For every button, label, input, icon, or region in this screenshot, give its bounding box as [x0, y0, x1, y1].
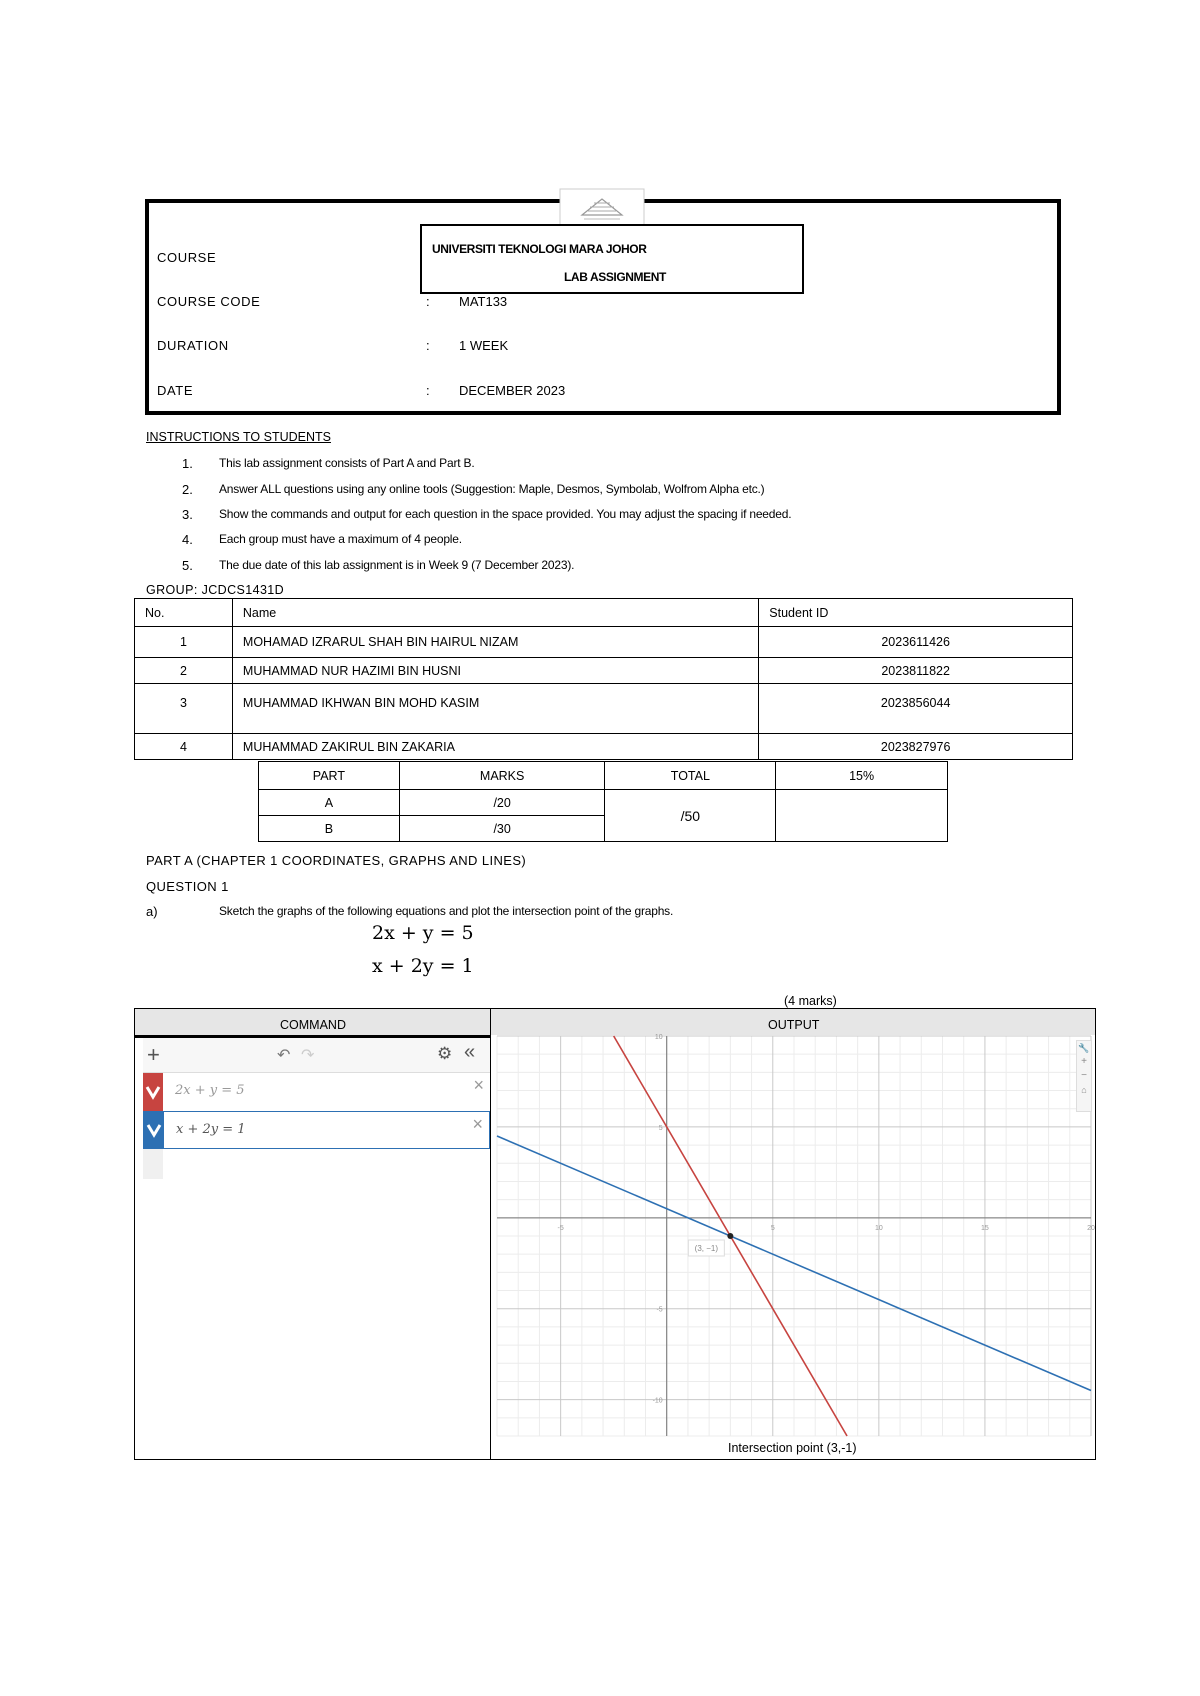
member-id: 2023611426	[759, 627, 1073, 658]
marks-header-total: TOTAL	[605, 762, 776, 790]
group-members-table	[134, 598, 1073, 760]
undo-icon[interactable]: ↶	[277, 1047, 291, 1064]
y-tick-label: 5	[658, 1124, 663, 1132]
graph-axes	[497, 1034, 1095, 1436]
y-tick-label: 10	[654, 1034, 663, 1041]
x-tick-label: 20	[1087, 1224, 1095, 1232]
instruction-text: Each group must have a maximum of 4 people.	[219, 532, 462, 546]
minor-grid	[497, 1036, 1091, 1436]
marks-header-part: PART	[259, 762, 400, 790]
collapse-panel-icon[interactable]: «	[464, 1041, 476, 1063]
part-b-marks: /30	[399, 816, 605, 842]
date-value: DECEMBER 2023	[459, 383, 566, 398]
percent-cell	[776, 790, 948, 842]
duration-sep: :	[426, 338, 430, 353]
header-student-id: Student ID	[759, 599, 1073, 627]
graph-output[interactable]	[497, 1034, 1095, 1436]
table-row	[259, 790, 948, 816]
header-name: Name	[232, 599, 758, 627]
marks-header-percent: 15%	[776, 762, 948, 790]
command-header: COMMAND	[280, 1018, 346, 1032]
marks-note: (4 marks)	[784, 994, 837, 1008]
date-sep: :	[426, 383, 430, 398]
zoom-out-icon[interactable]: −	[1081, 1070, 1087, 1081]
sub-question-label: a)	[146, 904, 158, 919]
university-crest-icon	[560, 189, 644, 225]
graph-zoom-controls[interactable]	[1076, 1040, 1092, 1112]
settings-gear-icon[interactable]: ⚙	[437, 1044, 453, 1063]
assignment-type: LAB ASSIGNMENT	[564, 270, 666, 284]
wrench-icon[interactable]: 🔧	[1078, 1043, 1090, 1053]
table-row	[135, 627, 1073, 658]
duration-value: 1 WEEK	[459, 338, 509, 353]
instruction-text: The due date of this lab assignment is in Week 9 (7 December 2023).	[219, 558, 575, 572]
x-tick-label: 15	[981, 1224, 989, 1232]
member-no: 2	[135, 658, 233, 684]
x-tick-label: 5	[770, 1224, 775, 1232]
instruction-text: Show the commands and output for each question in the space provided. You may adjust the spacing if needed.	[219, 507, 792, 521]
intersection-point	[727, 1233, 733, 1239]
expression-text[interactable]: 2x + y = 5	[175, 1083, 245, 1098]
member-name: MOHAMAD IZRARUL SHAH BIN HAIRUL NIZAM	[232, 627, 758, 658]
output-header: OUTPUT	[768, 1018, 820, 1032]
point-label: (3, −1)	[694, 1244, 719, 1253]
instruction-number: 5.	[182, 558, 193, 573]
part-a-label: A	[259, 790, 400, 816]
course-code-value: MAT133	[459, 294, 508, 309]
home-icon[interactable]: ⌂	[1081, 1085, 1087, 1095]
sub-question-text: Sketch the graphs of the following equations and plot the intersection point of the graphs.	[219, 904, 674, 918]
instruction-number: 3.	[182, 507, 193, 522]
delete-expression-icon[interactable]: ×	[473, 1075, 484, 1095]
instruction-number: 4.	[182, 532, 193, 547]
zoom-in-icon[interactable]: +	[1081, 1056, 1087, 1067]
instructions-title: INSTRUCTIONS TO STUDENTS	[146, 430, 331, 444]
equation-2: x + 2y = 1	[372, 955, 474, 977]
university-logo	[560, 189, 644, 225]
expression-row[interactable]	[143, 1073, 490, 1112]
equation-1: 2x + y = 5	[372, 922, 474, 944]
instruction-number: 2.	[182, 482, 193, 497]
member-id: 2023811822	[759, 658, 1073, 684]
instruction-text: Answer ALL questions using any online tools (Suggestion: Maple, Desmos, Symbolab, Wolfrom Alpha etc.)	[219, 482, 765, 496]
column-divider	[490, 1008, 491, 1460]
member-id: 2023827976	[759, 734, 1073, 760]
table-row	[135, 658, 1073, 684]
member-no: 1	[135, 627, 233, 658]
group-label: GROUP: JCDCS1431D	[146, 583, 285, 597]
course-code-label: COURSE CODE	[157, 294, 261, 309]
university-name: UNIVERSITI TEKNOLOGI MARA JOHOR	[432, 242, 647, 256]
marks-header-row	[259, 762, 948, 790]
part-b-label: B	[259, 816, 400, 842]
member-name: MUHAMMAD ZAKIRUL BIN ZAKARIA	[232, 734, 758, 760]
x-tick-label: 10	[874, 1224, 883, 1232]
delete-expression-icon[interactable]: ×	[472, 1114, 483, 1134]
part-a-title: PART A (CHAPTER 1 COORDINATES, GRAPHS AND LINES)	[146, 853, 527, 868]
course-code-sep: :	[426, 294, 430, 309]
marks-header-marks: MARKS	[399, 762, 605, 790]
total-marks: /50	[605, 790, 776, 842]
question-title: QUESTION 1	[146, 879, 229, 894]
empty-expression-tab	[143, 1149, 163, 1179]
member-no: 4	[135, 734, 233, 760]
member-name: MUHAMMAD NUR HAZIMI BIN HUSNI	[232, 658, 758, 684]
x-tick-label: -5	[557, 1224, 564, 1232]
header-no: No.	[135, 599, 233, 627]
table-row	[135, 684, 1073, 734]
table-row	[135, 734, 1073, 760]
expression-text[interactable]: x + 2y = 1	[176, 1122, 246, 1137]
expression-color-tab[interactable]	[143, 1073, 163, 1111]
part-a-marks: /20	[399, 790, 605, 816]
instruction-number: 1.	[182, 456, 193, 471]
redo-icon[interactable]: ↷	[301, 1047, 315, 1064]
duration-label: DURATION	[157, 338, 229, 353]
table-header-row	[135, 599, 1073, 627]
intersection-caption: Intersection point (3,-1)	[728, 1441, 857, 1455]
date-label: DATE	[157, 383, 194, 398]
y-tick-label: -10	[652, 1397, 663, 1405]
expression-color-tab[interactable]	[144, 1112, 164, 1148]
marks-table	[258, 761, 948, 842]
course-label: COURSE	[157, 250, 217, 265]
expression-row[interactable]	[143, 1111, 490, 1149]
add-expression-icon[interactable]: +	[147, 1042, 160, 1067]
instruction-text: This lab assignment consists of Part A and Part B.	[219, 456, 475, 470]
member-id: 2023856044	[759, 684, 1073, 734]
member-no: 3	[135, 684, 233, 734]
expression-toolbar	[143, 1038, 490, 1073]
y-tick-label: -5	[656, 1306, 663, 1314]
member-name: MUHAMMAD IKHWAN BIN MOHD KASIM	[232, 684, 758, 734]
